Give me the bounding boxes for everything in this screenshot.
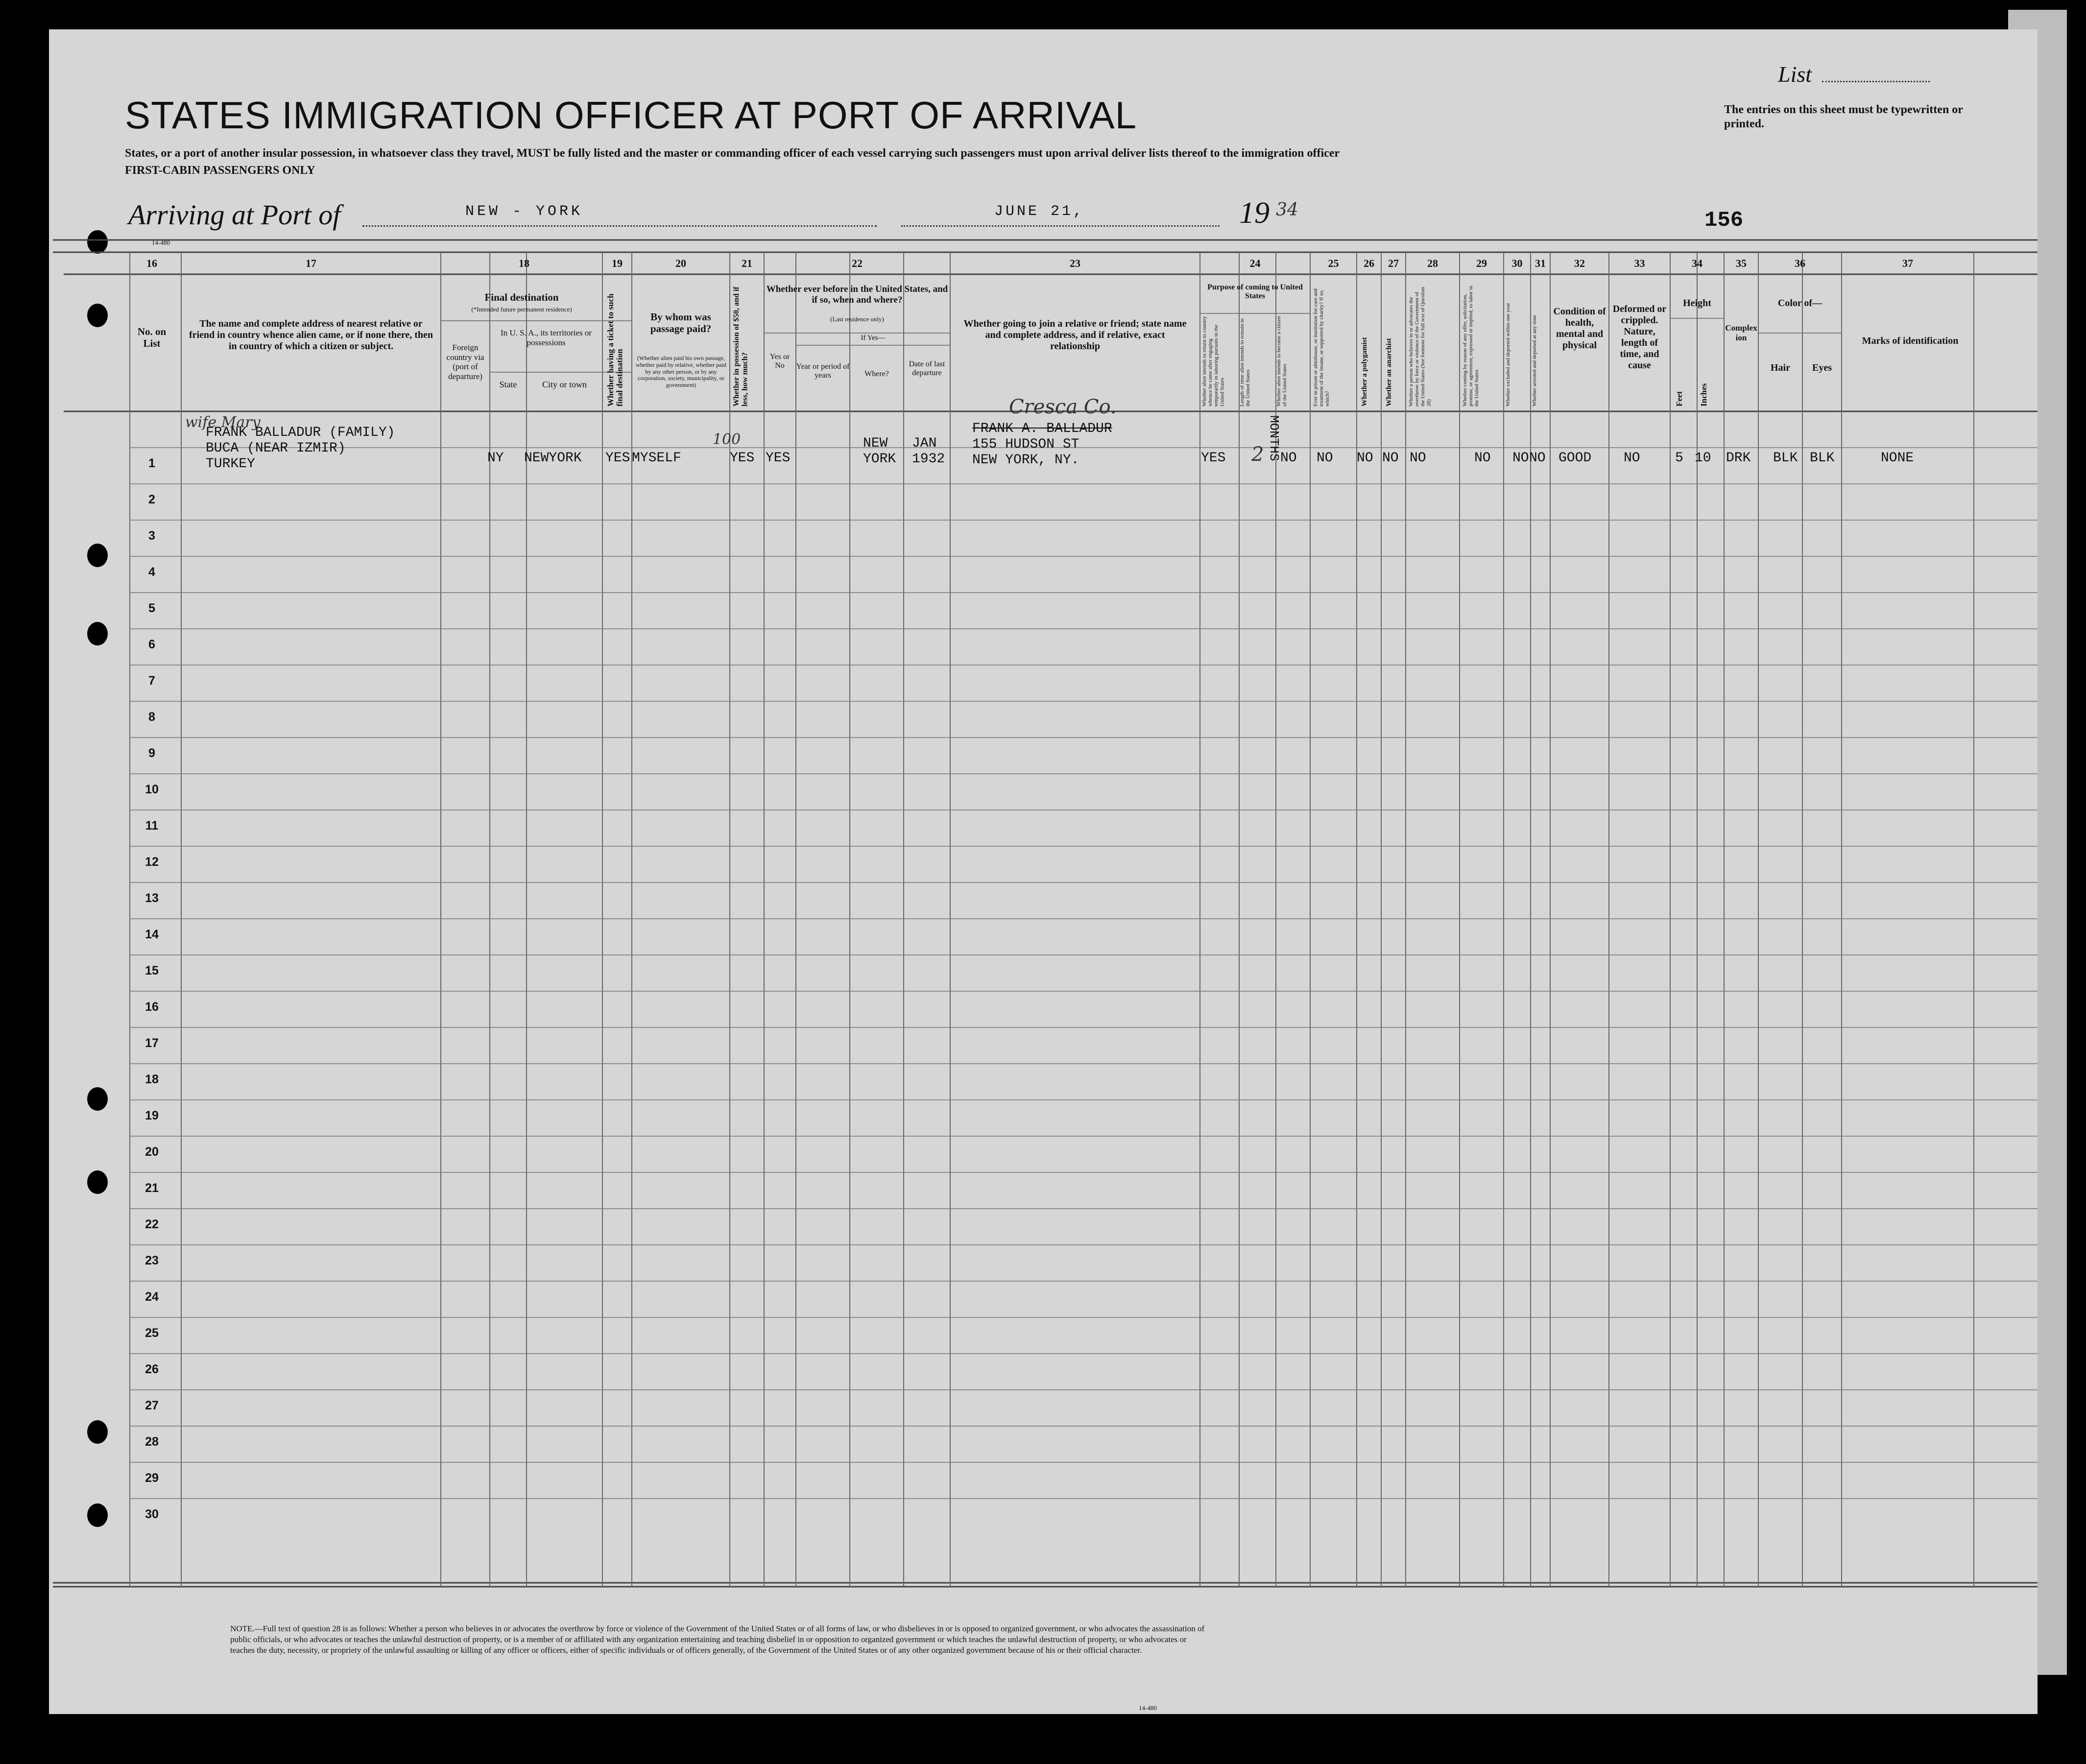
question-28-value: NO — [1410, 451, 1426, 466]
row-number: 18 — [145, 1073, 159, 1086]
join-city: NEW YORK, NY. — [972, 453, 1079, 468]
header-purpose: Purpose of coming to United States — [1207, 283, 1303, 301]
column-number: 27 — [1388, 257, 1399, 269]
row-number: 3 — [148, 529, 155, 543]
money-handwritten: 100 — [713, 431, 741, 448]
footnote-text: NOTE.—Full text of question 28 is as follows: Whether a person who believes in or advocates the overthrow by force or violence of the Government of the United States or of all forms of law, or who disbelieves in or is opposed to organized government, or who advocates the assassination of public officials, or who advocates or teaches the unlawful destruction of property, or is a member of or affiliated with any organization entertaining and teaching disbelief in or opposition to organized government or which teaches the unlawful destruction of property, or who advocates or teaches the duty, necessity, or propriety of the unlawful assaulting or killing of any officer or officers, either of specific individuals or of officers generally, of the Government of the United States or of any other organized government because of his or their official character. — [230, 1624, 1205, 1655]
column-number: 29 — [1476, 257, 1487, 269]
row-number: 17 — [145, 1036, 159, 1050]
header-state: State — [499, 380, 517, 389]
header-ever-before: Whether ever before in the United States, and if so, when and where? — [766, 284, 948, 305]
length-number: 2 — [1251, 443, 1264, 466]
column-number: 26 — [1364, 257, 1374, 269]
prison-value: NO — [1317, 451, 1333, 466]
header-feet: Feet — [1675, 391, 1684, 406]
header-become-citizen: Whether alien intends to become a citizen of the United States — [1276, 316, 1288, 406]
row-number: 12 — [145, 855, 159, 869]
where-line2: YORK — [863, 452, 896, 467]
column-number: 30 — [1511, 257, 1523, 269]
column-number: 33 — [1634, 257, 1645, 269]
anarchist-value: NO — [1382, 451, 1399, 466]
question-29-value: NO — [1474, 451, 1491, 466]
relative-country: TURKEY — [206, 456, 255, 472]
year-suffix: 34 — [1276, 200, 1298, 220]
row-number: 25 — [145, 1326, 159, 1340]
header-return-country: Whether alien intends to return to country whence he came after engaging temporarily in laboring pursuits in the United States — [1201, 316, 1225, 406]
header-final-destination-note: (*Intended future permanent residence) — [471, 306, 572, 313]
header-passage-paid: By whom was passage paid? — [650, 311, 712, 335]
row-number: 21 — [145, 1181, 159, 1195]
departure-year: 1932 — [912, 452, 945, 467]
join-street: 155 HUDSON ST — [972, 437, 1079, 452]
header-hair: Hair — [1771, 362, 1790, 373]
header-yes-no: Yes or No — [769, 353, 790, 370]
header-question-28: Whether a person who believes in or advocates the overthrow by force or violence of the Government of the United States (See footnote for full text of Question 28) — [1408, 286, 1432, 406]
column-number: 20 — [675, 257, 686, 269]
header-relative: The name and complete address of nearest relative or friend in country whence alien came, or if none there, then in country of which a citizen or subject. — [189, 318, 433, 352]
header-health: Condition of health, mental and physical — [1553, 306, 1606, 351]
row-number: 19 — [145, 1109, 159, 1122]
column-number: 24 — [1249, 257, 1261, 269]
before-in-us-value: YES — [766, 451, 791, 466]
header-deformed: Deformed or crippled. Nature, length of time, and cause — [1612, 304, 1667, 371]
header-ticket: Whether having a ticket to such final destination — [606, 293, 624, 406]
header-anarchist: Whether an anarchist — [1385, 338, 1393, 406]
destination-state: NY — [487, 451, 504, 466]
column-number: 22 — [852, 257, 863, 269]
handwritten-relation: wife Mary — [185, 414, 261, 431]
column-number: 35 — [1736, 257, 1747, 269]
column-number: 23 — [1070, 257, 1080, 269]
header-polygamist: Whether a polygamist — [1361, 337, 1368, 406]
header-no-on-list: No. on List — [137, 326, 167, 350]
length-unit: MONTHS — [1267, 415, 1281, 461]
row-number: 2 — [148, 493, 155, 506]
column-number: 32 — [1574, 257, 1585, 269]
header-color-of: Color of— — [1777, 298, 1822, 309]
header-join-relative: Whether going to join a relative or friend; state name and complete address, and if relative, exact relationship — [963, 318, 1187, 352]
class-line: FIRST-CABIN PASSENGERS ONLY — [125, 164, 315, 177]
row-number: 1 — [148, 456, 155, 470]
row-number: 9 — [148, 746, 155, 760]
footnote-code: 14-480 — [1139, 1704, 1157, 1712]
row-number: 10 — [145, 783, 159, 796]
row-number: 15 — [145, 964, 159, 977]
column-number: 31 — [1535, 257, 1546, 269]
form-code: 14-480 — [152, 239, 170, 246]
row-number: 22 — [145, 1217, 159, 1231]
column-number: 36 — [1795, 257, 1805, 269]
hair-value: BLK — [1773, 451, 1798, 466]
eyes-value: BLK — [1810, 451, 1835, 466]
column-number: 17 — [306, 257, 316, 269]
row-number: 13 — [145, 891, 159, 905]
row-number: 7 — [148, 674, 155, 688]
header-year-period: Year or period of years — [796, 362, 850, 380]
header-foreign-country: Foreign country via (port of departure) — [446, 343, 484, 381]
health-value: GOOD — [1559, 451, 1592, 466]
header-where: Where? — [864, 370, 889, 378]
row-number: 28 — [145, 1435, 159, 1449]
header-usa: In U. S. A., its territories or possessions — [500, 328, 592, 347]
header-inches: Inches — [1699, 383, 1708, 406]
paid-by-value: MYSELF — [632, 451, 681, 466]
departure-month: JAN — [912, 436, 937, 451]
row-number: 30 — [145, 1507, 159, 1521]
header-final-destination: Final destination — [484, 291, 559, 303]
relative-town: BUCA (NEAR IZMIR) — [206, 441, 346, 456]
header-marks: Marks of identification — [1862, 335, 1959, 346]
column-number: 16 — [146, 257, 157, 269]
header-deported: Whether arrested and deported at any time — [1532, 315, 1537, 406]
row-number: 26 — [145, 1362, 159, 1376]
typewritten-instruction: The entries on this sheet must be typewritten or printed. — [1724, 103, 1963, 130]
inches-value: 10 — [1695, 451, 1711, 466]
feet-value: 5 — [1675, 451, 1683, 466]
deformed-value: NO — [1624, 451, 1640, 466]
header-last-departure: Date of last departure — [909, 360, 945, 378]
port-value: NEW - YORK — [465, 203, 583, 220]
page-number: 156 — [1704, 208, 1744, 233]
join-name: FRANK A. BALLADUR — [972, 421, 1112, 436]
row-number: 14 — [145, 928, 159, 941]
return-country-value: YES — [1201, 451, 1226, 466]
column-number: 28 — [1427, 257, 1438, 269]
header-height: Height — [1683, 298, 1711, 309]
year-prefix: 19 — [1239, 196, 1270, 230]
row-number: 8 — [148, 710, 155, 724]
polygamist-value: NO — [1357, 451, 1373, 466]
question-31-value: NO — [1529, 451, 1546, 466]
header-eyes: Eyes — [1812, 362, 1832, 373]
date-value: JUNE 21, — [994, 203, 1085, 220]
arriving-label: Arriving at Port of — [128, 199, 341, 231]
header-passage-note: (Whether alien paid his own passage, whether paid by relative, whether paid by any other person, or by any corporation, society, municipality, or government) — [636, 355, 726, 389]
header-city: City or town — [542, 380, 587, 389]
row-number: 6 — [148, 638, 155, 651]
row-number: 20 — [145, 1145, 159, 1159]
question-30-value: NO — [1512, 451, 1529, 466]
citizen-value: NO — [1280, 451, 1297, 466]
column-number: 21 — [742, 257, 752, 269]
column-number: 34 — [1692, 257, 1702, 269]
destination-city: NEWYORK — [524, 451, 582, 466]
ticket-value: YES — [605, 451, 630, 466]
row-number: 4 — [148, 565, 155, 579]
row-number: 5 — [148, 601, 155, 615]
list-label: List — [1778, 62, 1812, 87]
header-length-of-stay: Length of time alien intends to remain in the United States — [1239, 318, 1251, 406]
column-number: 19 — [612, 257, 623, 269]
column-number: 37 — [1902, 257, 1913, 269]
marks-value: NONE — [1881, 451, 1914, 466]
header-excluded: Whether excluded and deported within one year — [1505, 303, 1511, 406]
header-prison: Ever in prison or almshouse, or institution for care and treatment of the insane, or supported by charity? If so, which? — [1313, 288, 1331, 406]
column-number: 25 — [1328, 257, 1339, 269]
relative-name: FRANK BALLADUR (FAMILY) — [206, 425, 395, 440]
subtitle: States, or a port of another insular possession, in whatsoever class they travel, MUST be fully listed and the master or commanding officer of each vessel carrying such passengers must upon arrival deliver lists thereof to the immigration officer — [125, 147, 1340, 160]
join-handwritten: Cresca Co. — [1009, 396, 1117, 418]
header-if-yes: If Yes— — [861, 334, 886, 342]
header-question-29: Whether coming by reason of any offer, solicitation, promise, or agreement, expressed or implied, to labor in the United States — [1462, 286, 1480, 406]
where-line1: NEW — [863, 436, 888, 451]
row-number: 23 — [145, 1254, 159, 1267]
money-value: YES — [730, 451, 755, 466]
complexion-value: DRK — [1726, 451, 1751, 466]
row-number: 16 — [145, 1000, 159, 1014]
header-fifty-dollars: Whether in possession of $50, and if less, how much? — [732, 286, 749, 406]
header-last-residence: (Last residence only) — [830, 315, 884, 323]
page-title: STATES IMMIGRATION OFFICER AT PORT OF ARRIVAL — [125, 94, 1137, 137]
row-number: 11 — [145, 819, 159, 833]
header-complexion: Complexion — [1725, 323, 1757, 342]
column-number: 18 — [519, 257, 529, 269]
row-number: 27 — [145, 1399, 159, 1412]
row-number: 24 — [145, 1290, 159, 1304]
row-number: 29 — [145, 1471, 159, 1485]
